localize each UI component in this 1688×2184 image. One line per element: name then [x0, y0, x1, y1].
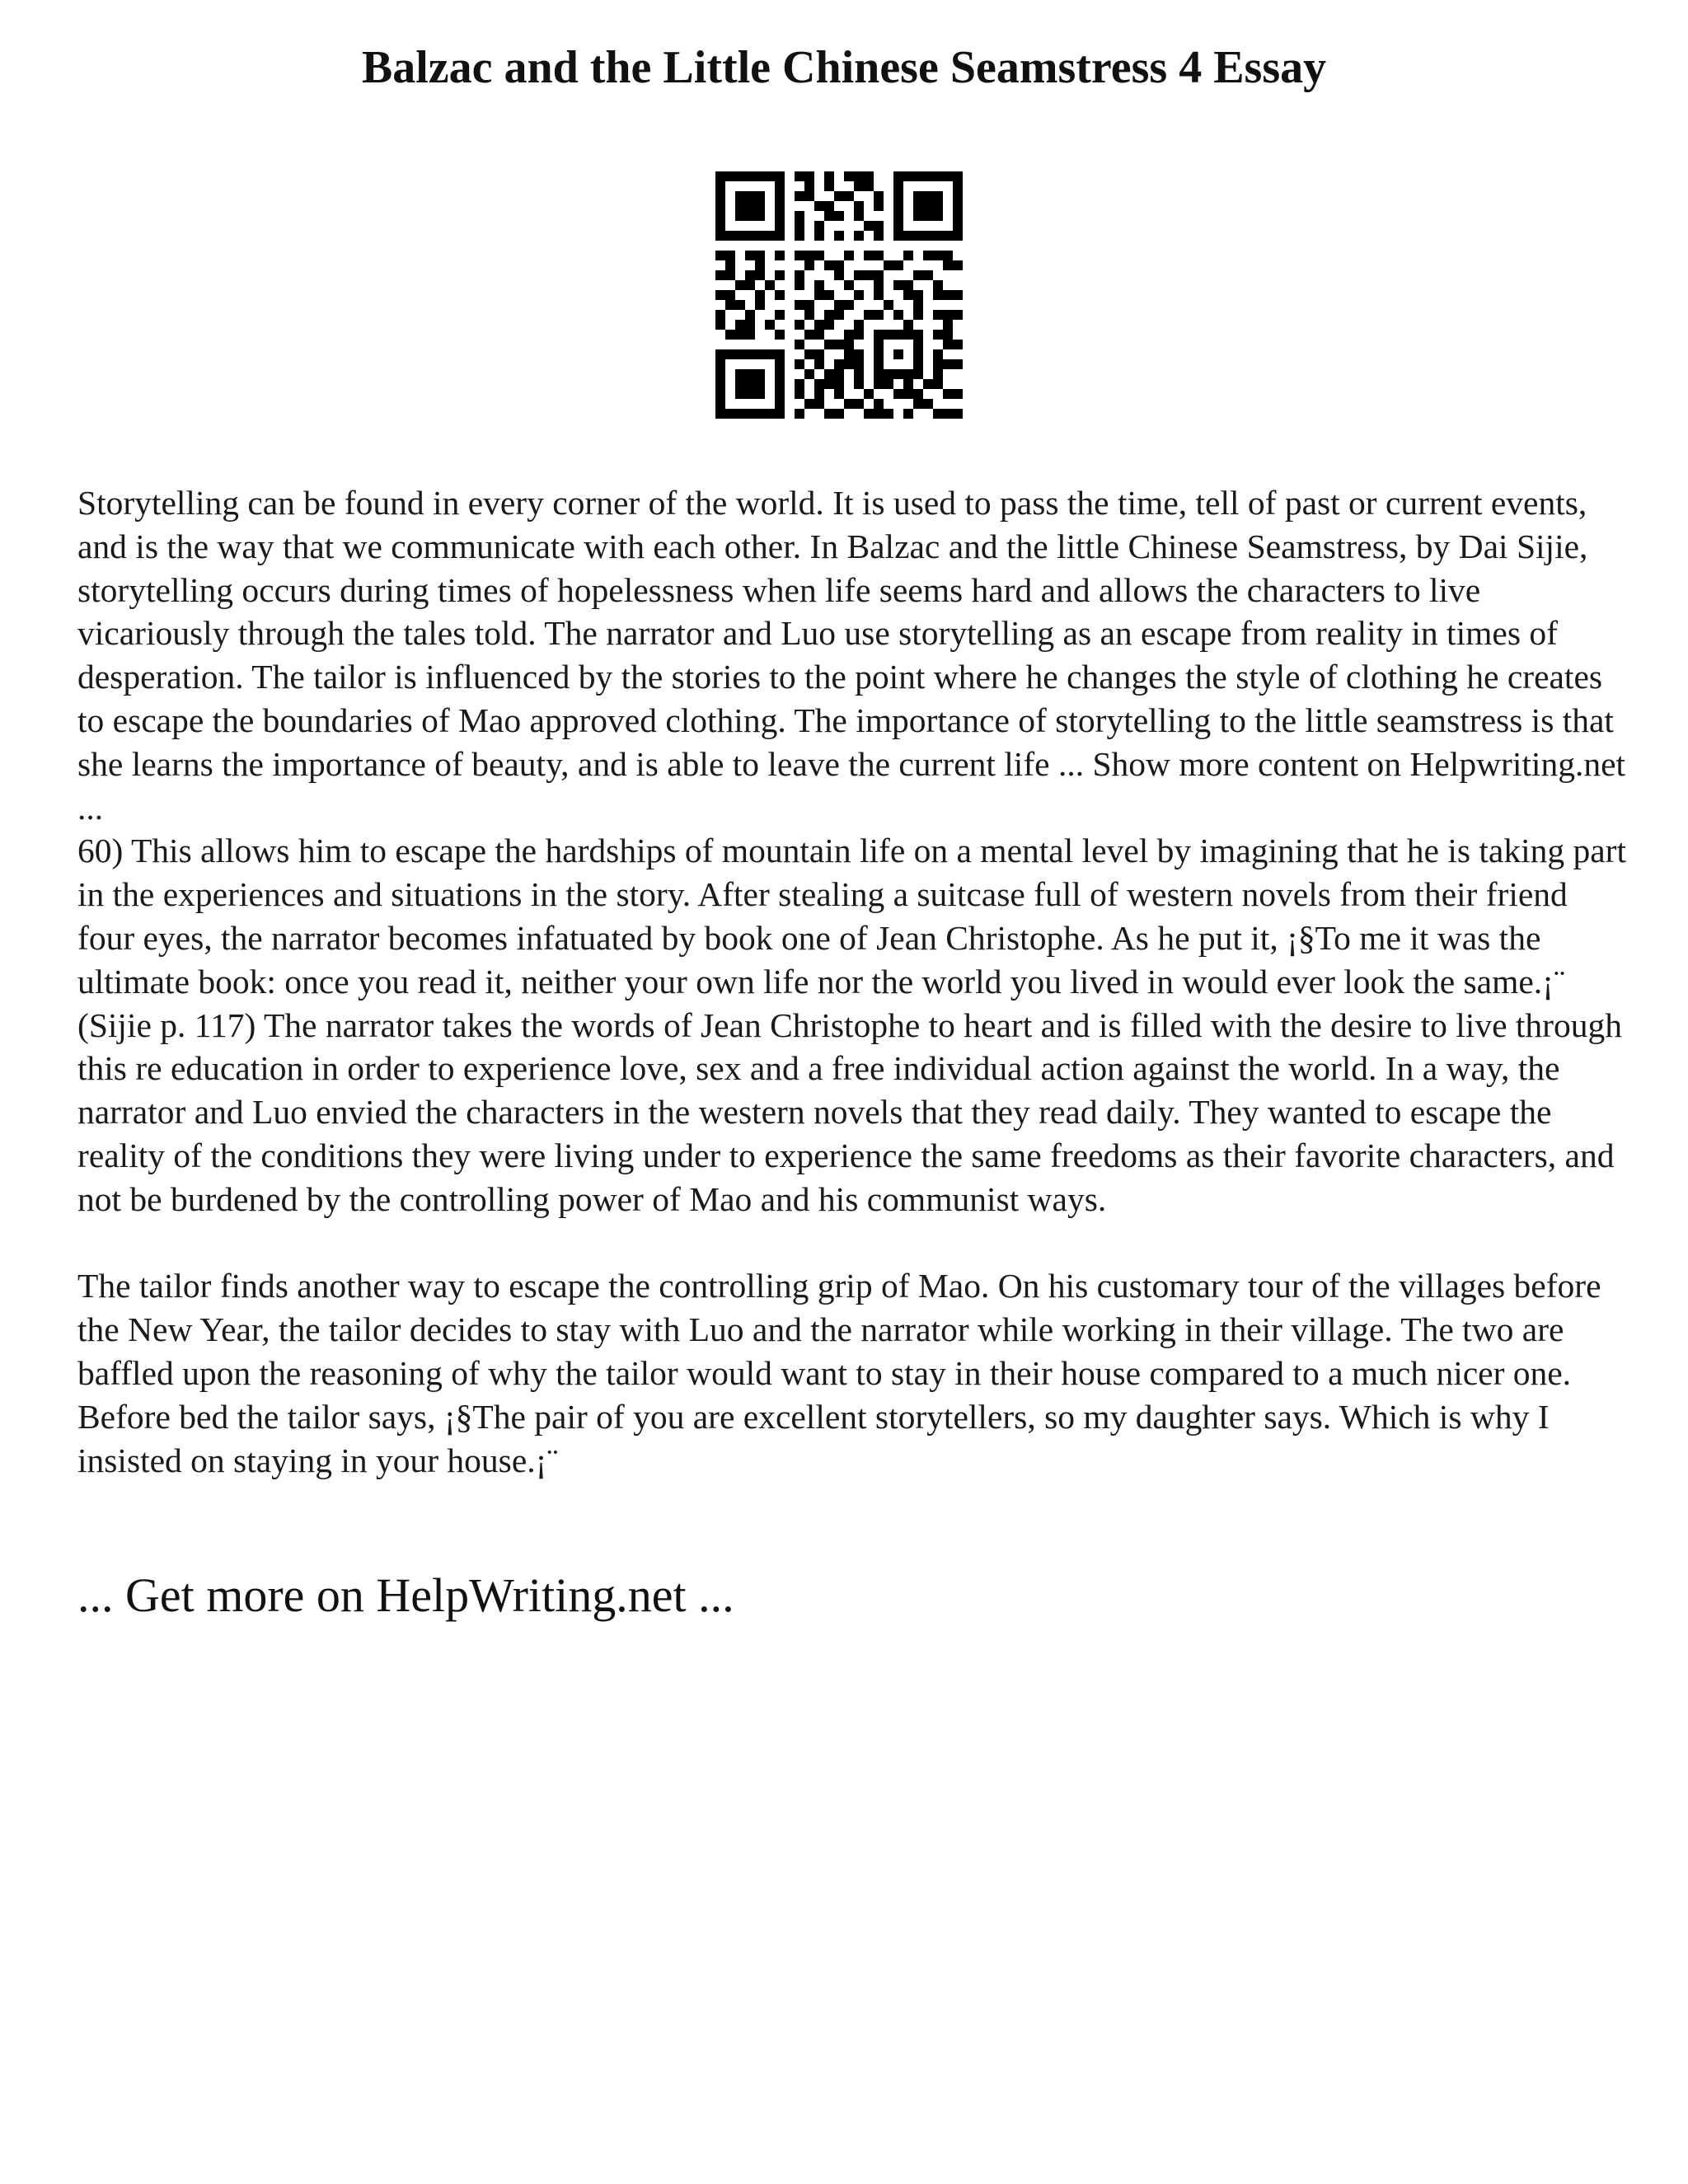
essay-paragraph-2: 60) This allows him to escape the hardships of mountain life on a mental level by imagining that he is taking part in the experiences and situations in the story. After stealing a suitcase full of western novels from their friend four eyes, the narrator becomes infatuated by book one of Jean Christophe. As he put it, ¡§To me it was the ultimate book: once you read it, neither your own life nor the world you lived in would ever look the same.¡¨ (Sijie p. 117) The narrator takes the words of Jean Christophe to heart and is filled with the desire to live through this re education in order to experience love, sex and a free individual action against the world. In a way, the narrator and Luo envied the characters in the western novels that they read daily. They wanted to escape the reality of the conditions they were living under to experience the same freedoms as their favorite characters, and not be burdened by the controlling power of Mao and his communist ways.	[77, 832, 1627, 1218]
get-more-link[interactable]: ... Get more on HelpWriting.net ...	[77, 1568, 734, 1622]
essay-paragraph-3: The tailor finds another way to escape the controlling grip of Mao. On his customary tour of the villages before the New Year, the tailor decides to stay with Luo and the narrator while working in their village. The two are baffled upon the reasoning of why the tailor would want to stay in their house compared to a much nicer one. Before bed the tailor says, ¡§The pair of you are excellent storytellers, so my daughter says. Which is why I insisted on staying in your house.¡¨	[77, 1267, 1601, 1479]
document-title: Balzac and the Little Chinese Seamstress 4 Essay	[361, 42, 1327, 93]
essay-paragraph-1: Storytelling can be found in every corner of the world. It is used to pass the time, tell of past or current events, and is the way that we communicate with each other. In Balzac and the little Chinese Seamstress, by Dai Sijie, storytelling occurs during times of hopelessness when life seems hard and allows the characters to live vicariously through the tales told. The narrator and Luo use storytelling as an escape from reality in times of desperation. The tailor is influenced by the stories to the point where he changes the style of clothing he creates to escape the boundaries of Mao approved clothing. The importance of storytelling to the little seamstress is that she learns the importance of beauty, and is able to leave the current life ... Show more content on Helpwriting.net ...	[77, 484, 1626, 827]
essay-body	[77, 481, 1627, 1482]
qr-code-icon	[715, 171, 963, 419]
